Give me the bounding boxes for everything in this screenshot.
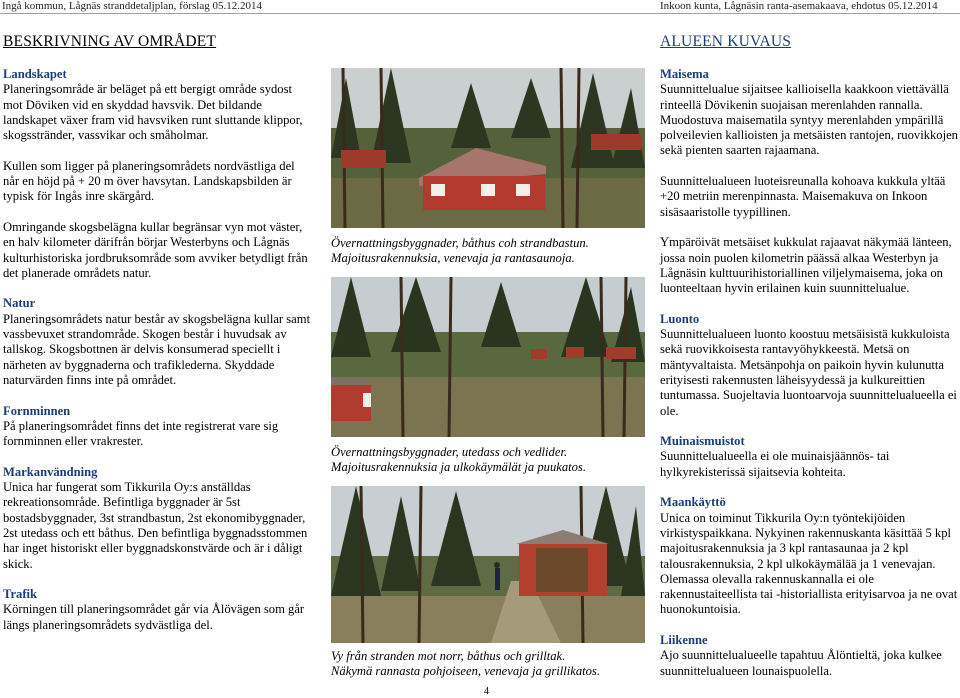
section-heading: Maisema	[660, 67, 709, 81]
paragraph: Ympäröivät metsäiset kukkulat rajaavat näkymää länteen, jossa noin puolen kilometrin päässä alkaa Westerbyn ja Lågnäsin kulttuurihistoriallinen viljelymaisema, joka on luonteeltaan hyvin erilainen kuin suunnittelualue.	[660, 235, 952, 296]
paragraph: Unica on toiminut Tikkurila Oy:n työntekijöiden virkistyspaikkana. Nykyinen rakennuskanta käsittää 5 kpl majoitusrakennuksia ja 3 kpl rantasaunaa ja 2 kpl talousrakennuksia, 2 kpl ulkokäymälää ja 1 venevajan. Olemassa olevalla rakennuskannalla ei ole rakennustaiteellista tai -historiallista erityisarvoa ja ne ovat huonokuntoisia.	[660, 510, 958, 617]
paragraph: Suunnittelualueen luoteisreunalla kohoava kukkula yltää +20 metriin merenpinnasta. Maisemakuva on Inkoon sisäsaaristolle tyypillinen.	[660, 174, 946, 219]
left-column	[3, 67, 311, 633]
paragraph: Kullen som ligger på planeringsområdets nordvästliga del når en höjd på + 20 m över havsytan. Landskapsbilden är typisk för Ingås inre skärgård.	[3, 158, 295, 204]
paragraph: På planeringsområdet finns det inte registrerat vare sig fornminnen eller vrakrester.	[3, 418, 279, 449]
header-right: Inkoon kunta, Lågnäsin ranta-asemakaava, ehdotus 05.12.2014	[660, 0, 938, 12]
paragraph: Unica har fungerat som Tikkurila Oy:s anställdas rekreationsområde. Befintliga byggnader är 5st bostadsbyggnader, 3st strandbastun, 2st ekonomibyggnader, 2st utedass och ett båthus. Den befintliga byggnadsstommen har inget historiskt eller byggnadskonstvärde och är i dåligt skick.	[3, 480, 308, 571]
photo-shore-view	[331, 486, 645, 643]
paragraph: Suunnittelualueella ei ole muinaisjäännös- tai hylkyrekisterissä sijaitsevia kohteita.	[660, 449, 890, 479]
paragraph: Körningen till planeringsområdet går via Ålövägen som går längs planeringsområdets sydvästliga del.	[3, 602, 305, 632]
section-heading: Maankäyttö	[660, 495, 726, 510]
paragraph: Planeringsområde är beläget på ett bergigt område sydost mot Döviken vid en skyddad havsvik. Det bildande landskapet växer fram vid havsviken runt sluttande klippor, skogsstränder, vassvikar och småholmar.	[3, 82, 303, 143]
paragraph: Suunnittelualueen luonto koostuu metsäisistä kukkuloista sekä ruovikkoisesta rantavyöhykkeestä. Metsä on mäntyvaltaista. Metsänpohja on paikoin hyvin kulunutta erityisesti rakennusten läheisyydessä ja kulkureittien tuntumassa. Suojeltavia luontoarvoja suunnittelualueella ei ole.	[660, 327, 957, 418]
caption-2	[331, 445, 641, 476]
paragraph: Planeringsområdets natur består av skogsbelägna kullar samt vassbevuxet strandområde. Skogen består i huvudsak av tallskog. Skogsbottnen är delvis konsumerad speciellt i närheten av byggnaderna och trafiklederna. Skyddade naturvärden finns inte på området.	[3, 311, 311, 387]
caption-sv: Övernattningsbyggnader, utedass och vedlider.	[331, 445, 568, 459]
page-number: 4	[484, 686, 489, 697]
caption-3	[331, 649, 641, 680]
header-rule	[0, 13, 960, 14]
caption-fi: Majoitusrakennuksia, venevaja ja rantasaunoja.	[331, 251, 575, 266]
header-left: Ingå kommun, Lågnäs stranddetaljplan, förslag 05.12.2014	[2, 0, 262, 12]
paragraph: Suunnittelualue sijaitsee kallioisella kaakkoon viettävällä rinteellä Dövikenin suojaisan merenlahden rannalla. Muodostuva maisematila syntyy merenlahden ympärillä polveilevien kallioisten ja metsäisten rantojen, ruovikkojen sekä pienten saarten rajaamana.	[660, 82, 958, 158]
photo-buildings-boathouse	[331, 68, 645, 228]
section-heading: Muinaismuistot	[660, 434, 745, 449]
section-heading: Liikenne	[660, 632, 708, 647]
section-heading: Fornminnen	[3, 403, 71, 418]
right-title: ALUEEN KUVAUS	[660, 33, 792, 50]
caption-fi: Majoitusrakennuksia ja ulkokäymälät ja puukatos.	[331, 460, 586, 475]
paragraph: Omringande skogsbelägna kullar begränsar vyn mot väster, en halv kilometer därifrån börjar Westerbyns och Lågnäs kulturhistoriska jordbruksområde som avviker betydligt från det planerade områdets natur.	[3, 219, 308, 280]
caption-sv: Övernattningsbyggnader, båthus coh strandbastun.	[331, 236, 589, 250]
section-heading: Landskapet	[3, 67, 67, 81]
section-heading: Trafik	[3, 587, 38, 602]
caption-sv: Vy från stranden mot norr, båthus och grilltak.	[331, 649, 566, 663]
caption-1	[331, 236, 641, 267]
section-heading: Markanvändning	[3, 464, 98, 479]
caption-fi: Näkymä rannasta pohjoiseen, venevaja ja grillikatos.	[331, 664, 600, 679]
right-column	[660, 67, 958, 679]
left-title: BESKRIVNING AV OMRÅDET	[3, 33, 217, 50]
section-heading: Luonto	[660, 311, 700, 326]
section-heading: Natur	[3, 296, 36, 311]
paragraph: Ajo suunnittelualueelle tapahtuu Ålöntieltä, joka kulkee suunnittelualueen lounaispuolella.	[660, 648, 942, 678]
photo-buildings-outhouse	[331, 277, 645, 437]
